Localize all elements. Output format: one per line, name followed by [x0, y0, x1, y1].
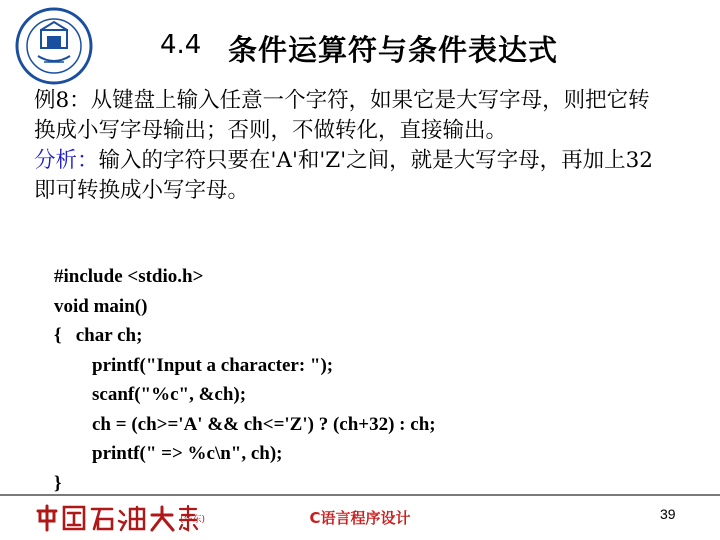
example-text: 例8：从键盘上输入任意一个字符，如果它是大写字母，则把它转换成小写字母输出；否则，不做转化，直接输出。: [34, 88, 650, 143]
analysis-label: 分析：: [34, 148, 99, 173]
section-number: 4.4: [160, 30, 202, 60]
university-seal-logo: [14, 6, 94, 86]
code-line: scanf("%c", &ch);: [92, 384, 247, 405]
analysis-paragraph: [34, 146, 654, 206]
body-text: [34, 86, 654, 206]
code-line: }: [54, 472, 62, 494]
slide-title: 条件运算符与条件表达式: [228, 33, 559, 67]
code-line: #include <stdio.h>: [54, 266, 204, 287]
page-number: 39: [660, 506, 676, 522]
code-line: printf("Input a character: ");: [92, 354, 334, 376]
code-block: [54, 262, 674, 498]
code-line: void main(): [54, 295, 148, 317]
footer-divider: [0, 494, 720, 496]
course-name: C语言程序设计: [309, 509, 411, 527]
university-name-logo-sub: (华东): [180, 515, 206, 525]
code-line: ch = (ch>='A' && ch<='Z') ? (ch+32) : ch;: [92, 413, 436, 435]
code-line: { char ch;: [54, 325, 143, 346]
code-line: printf(" => %c\n", ch);: [92, 443, 283, 464]
analysis-text: 输入的字符只要在'A'和'Z'之间，就是大写字母，再加上32即可转换成小写字母。: [34, 148, 653, 203]
